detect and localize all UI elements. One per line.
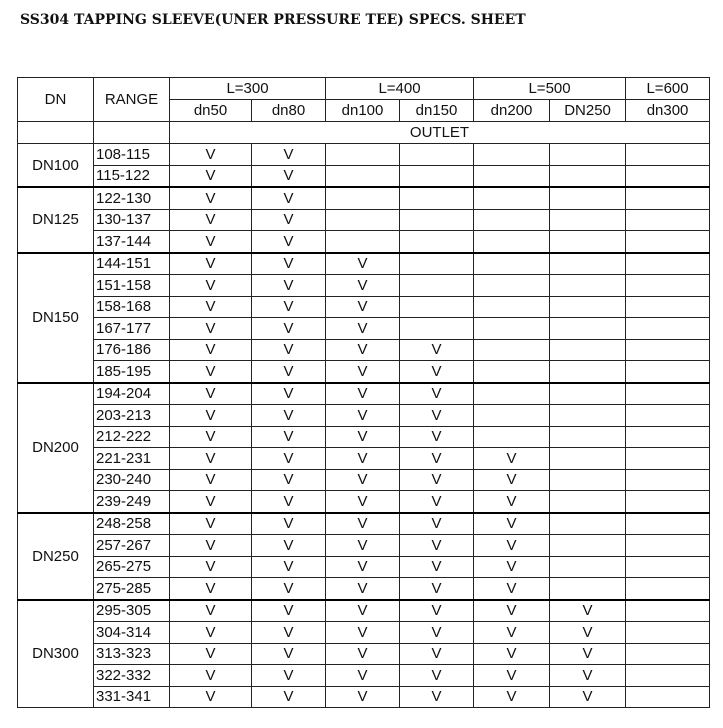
empty-cell [474,361,550,383]
table-row [18,513,710,535]
check-mark-cell: V [400,622,474,644]
check-mark-cell: V [170,361,252,383]
empty-cell [626,253,710,275]
empty-cell [474,318,550,340]
dn-cell: DN100 [18,144,94,188]
check-mark-cell: V [550,665,626,687]
check-mark-cell: V [400,665,474,687]
dn-header: DN [18,78,94,122]
empty-cell [626,296,710,318]
empty-cell [626,209,710,231]
range-cell: 313-323 [94,643,170,665]
table-row [18,339,710,361]
empty-cell [626,383,710,405]
empty-cell [400,296,474,318]
dn-cell: DN250 [18,513,94,600]
check-mark-cell: V [252,578,326,600]
empty-cell [626,535,710,557]
check-mark-cell: V [326,686,400,708]
check-mark-cell: V [170,643,252,665]
range-cell: 322-332 [94,665,170,687]
empty-cell [400,318,474,340]
empty-cell [474,405,550,427]
check-mark-cell: V [170,665,252,687]
check-mark-cell: V [170,622,252,644]
empty-cell [326,165,400,187]
empty-cell [326,209,400,231]
check-mark-cell: V [326,665,400,687]
length-header-400: L=400 [326,78,474,100]
check-mark-cell: V [474,535,550,557]
empty-cell [550,275,626,297]
empty-cell [550,144,626,166]
check-mark-cell: V [326,448,400,470]
empty-cell [474,383,550,405]
empty-cell [474,209,550,231]
dn-cell: DN125 [18,187,94,253]
table-row [18,405,710,427]
check-mark-cell: V [400,491,474,513]
empty-cell [474,339,550,361]
check-mark-cell: V [400,535,474,557]
check-mark-cell: V [474,622,550,644]
check-mark-cell: V [252,622,326,644]
outlet-header: dn150 [400,100,474,122]
length-header-500: L=500 [474,78,626,100]
empty-cell [550,253,626,275]
check-mark-cell: V [252,535,326,557]
check-mark-cell: V [400,643,474,665]
range-cell: 151-158 [94,275,170,297]
table-row [18,144,710,166]
check-mark-cell: V [326,405,400,427]
empty-cell [626,491,710,513]
check-mark-cell: V [326,469,400,491]
table-row [18,665,710,687]
empty-cell [626,165,710,187]
check-mark-cell: V [170,469,252,491]
range-cell: 248-258 [94,513,170,535]
table-row [18,600,710,622]
check-mark-cell: V [170,513,252,535]
table-row [18,535,710,557]
table-row [18,231,710,253]
table-row [18,383,710,405]
table-row [18,622,710,644]
check-mark-cell: V [170,165,252,187]
range-header: RANGE [94,78,170,122]
empty-cell [626,513,710,535]
range-cell: 176-186 [94,339,170,361]
range-cell: 122-130 [94,187,170,209]
check-mark-cell: V [170,600,252,622]
empty-cell [550,318,626,340]
empty-cell [550,165,626,187]
check-mark-cell: V [326,643,400,665]
range-cell: 167-177 [94,318,170,340]
check-mark-cell: V [474,513,550,535]
check-mark-cell: V [170,556,252,578]
check-mark-cell: V [550,686,626,708]
check-mark-cell: V [400,556,474,578]
check-mark-cell: V [252,144,326,166]
outlet-label: OUTLET [170,122,710,144]
check-mark-cell: V [326,275,400,297]
check-mark-cell: V [400,405,474,427]
empty-cell [550,448,626,470]
outlet-header: DN250 [550,100,626,122]
check-mark-cell: V [326,535,400,557]
check-mark-cell: V [550,600,626,622]
empty-cell [626,144,710,166]
check-mark-cell: V [252,448,326,470]
check-mark-cell: V [170,535,252,557]
check-mark-cell: V [474,686,550,708]
empty-cell [626,578,710,600]
range-cell: 304-314 [94,622,170,644]
check-mark-cell: V [170,578,252,600]
empty-cell [626,318,710,340]
empty-cell [626,556,710,578]
empty-cell [626,665,710,687]
check-mark-cell: V [170,383,252,405]
empty-cell [550,578,626,600]
check-mark-cell: V [252,405,326,427]
empty-cell [400,209,474,231]
check-mark-cell: V [170,209,252,231]
empty-cell [550,405,626,427]
check-mark-cell: V [252,643,326,665]
empty-cell [626,426,710,448]
range-cell: 275-285 [94,578,170,600]
empty-cell [550,296,626,318]
range-cell: 295-305 [94,600,170,622]
check-mark-cell: V [400,426,474,448]
empty-cell [400,231,474,253]
empty-cell [626,275,710,297]
check-mark-cell: V [400,339,474,361]
range-cell: 239-249 [94,491,170,513]
range-cell: 265-275 [94,556,170,578]
empty-cell [400,253,474,275]
check-mark-cell: V [550,643,626,665]
check-mark-cell: V [170,405,252,427]
outlet-header: dn100 [326,100,400,122]
empty-cell [626,469,710,491]
dn-cell: DN300 [18,600,94,708]
check-mark-cell: V [252,318,326,340]
check-mark-cell: V [170,187,252,209]
check-mark-cell: V [474,600,550,622]
check-mark-cell: V [252,491,326,513]
check-mark-cell: V [252,469,326,491]
check-mark-cell: V [326,253,400,275]
check-mark-cell: V [326,296,400,318]
empty-cell [474,187,550,209]
range-cell: 331-341 [94,686,170,708]
outlet-header: dn200 [474,100,550,122]
length-header-300: L=300 [170,78,326,100]
empty-cell [400,144,474,166]
dn-cell: DN200 [18,383,94,513]
table-row [18,361,710,383]
empty-cell [550,556,626,578]
empty-cell [626,405,710,427]
check-mark-cell: V [252,165,326,187]
empty-cell [474,144,550,166]
range-cell: 221-231 [94,448,170,470]
empty-cell [400,187,474,209]
check-mark-cell: V [326,622,400,644]
table-row [18,491,710,513]
check-mark-cell: V [326,318,400,340]
outlet-header: dn50 [170,100,252,122]
check-mark-cell: V [474,665,550,687]
empty-cell [474,165,550,187]
check-mark-cell: V [474,448,550,470]
blank-header-cell [18,122,94,144]
check-mark-cell: V [252,253,326,275]
empty-cell [626,187,710,209]
check-mark-cell: V [326,578,400,600]
table-row [18,426,710,448]
empty-cell [626,686,710,708]
empty-cell [326,144,400,166]
empty-cell [550,491,626,513]
empty-cell [550,513,626,535]
check-mark-cell: V [252,426,326,448]
check-mark-cell: V [400,686,474,708]
empty-cell [626,339,710,361]
range-cell: 144-151 [94,253,170,275]
empty-cell [400,165,474,187]
check-mark-cell: V [170,275,252,297]
empty-cell [626,231,710,253]
check-mark-cell: V [170,253,252,275]
empty-cell [626,622,710,644]
check-mark-cell: V [326,339,400,361]
check-mark-cell: V [474,556,550,578]
empty-cell [326,187,400,209]
check-mark-cell: V [170,339,252,361]
check-mark-cell: V [474,491,550,513]
check-mark-cell: V [326,383,400,405]
table-row [18,187,710,209]
empty-cell [626,361,710,383]
empty-cell [474,275,550,297]
dn-cell: DN150 [18,253,94,383]
check-mark-cell: V [252,600,326,622]
table-row [18,643,710,665]
table-row [18,469,710,491]
check-mark-cell: V [400,600,474,622]
check-mark-cell: V [170,296,252,318]
range-cell: 212-222 [94,426,170,448]
empty-cell [550,187,626,209]
check-mark-cell: V [170,491,252,513]
range-cell: 203-213 [94,405,170,427]
check-mark-cell: V [400,361,474,383]
empty-cell [626,600,710,622]
check-mark-cell: V [252,513,326,535]
empty-cell [474,253,550,275]
sheet-title: SS304 TAPPING SLEEVE(UNER PRESSURE TEE) SPECS. SHEET [20,12,526,28]
check-mark-cell: V [326,426,400,448]
empty-cell [474,231,550,253]
empty-cell [550,469,626,491]
table-row [18,448,710,470]
check-mark-cell: V [400,383,474,405]
empty-cell [400,275,474,297]
check-mark-cell: V [252,665,326,687]
table-row [18,578,710,600]
check-mark-cell: V [252,361,326,383]
check-mark-cell: V [400,448,474,470]
check-mark-cell: V [326,556,400,578]
range-cell: 130-137 [94,209,170,231]
table-row [18,686,710,708]
range-cell: 137-144 [94,231,170,253]
check-mark-cell: V [170,231,252,253]
check-mark-cell: V [252,187,326,209]
check-mark-cell: V [170,448,252,470]
check-mark-cell: V [400,469,474,491]
range-cell: 108-115 [94,144,170,166]
check-mark-cell: V [400,513,474,535]
specs-table [17,77,710,708]
length-header-600: L=600 [626,78,710,100]
check-mark-cell: V [326,513,400,535]
empty-cell [626,643,710,665]
check-mark-cell: V [252,339,326,361]
range-cell: 194-204 [94,383,170,405]
check-mark-cell: V [170,318,252,340]
empty-cell [550,231,626,253]
range-cell: 158-168 [94,296,170,318]
check-mark-cell: V [474,578,550,600]
check-mark-cell: V [550,622,626,644]
range-cell: 115-122 [94,165,170,187]
check-mark-cell: V [252,686,326,708]
empty-cell [474,426,550,448]
specs-body [18,144,710,708]
check-mark-cell: V [400,578,474,600]
table-row [18,296,710,318]
table-row [18,165,710,187]
check-mark-cell: V [326,361,400,383]
empty-cell [550,209,626,231]
table-row [18,275,710,297]
check-mark-cell: V [252,231,326,253]
check-mark-cell: V [170,144,252,166]
range-cell: 230-240 [94,469,170,491]
check-mark-cell: V [252,556,326,578]
empty-cell [550,383,626,405]
empty-cell [550,361,626,383]
empty-cell [626,448,710,470]
empty-cell [550,339,626,361]
empty-cell [550,426,626,448]
empty-cell [474,296,550,318]
check-mark-cell: V [252,209,326,231]
range-cell: 257-267 [94,535,170,557]
table-row [18,253,710,275]
check-mark-cell: V [252,275,326,297]
empty-cell [550,535,626,557]
outlet-header: dn80 [252,100,326,122]
check-mark-cell: V [252,383,326,405]
check-mark-cell: V [170,426,252,448]
blank-header-cell [94,122,170,144]
check-mark-cell: V [252,296,326,318]
empty-cell [326,231,400,253]
outlet-header: dn300 [626,100,710,122]
check-mark-cell: V [474,643,550,665]
table-row [18,318,710,340]
check-mark-cell: V [170,686,252,708]
range-cell: 185-195 [94,361,170,383]
table-row [18,556,710,578]
check-mark-cell: V [326,600,400,622]
check-mark-cell: V [326,491,400,513]
table-row [18,209,710,231]
check-mark-cell: V [474,469,550,491]
